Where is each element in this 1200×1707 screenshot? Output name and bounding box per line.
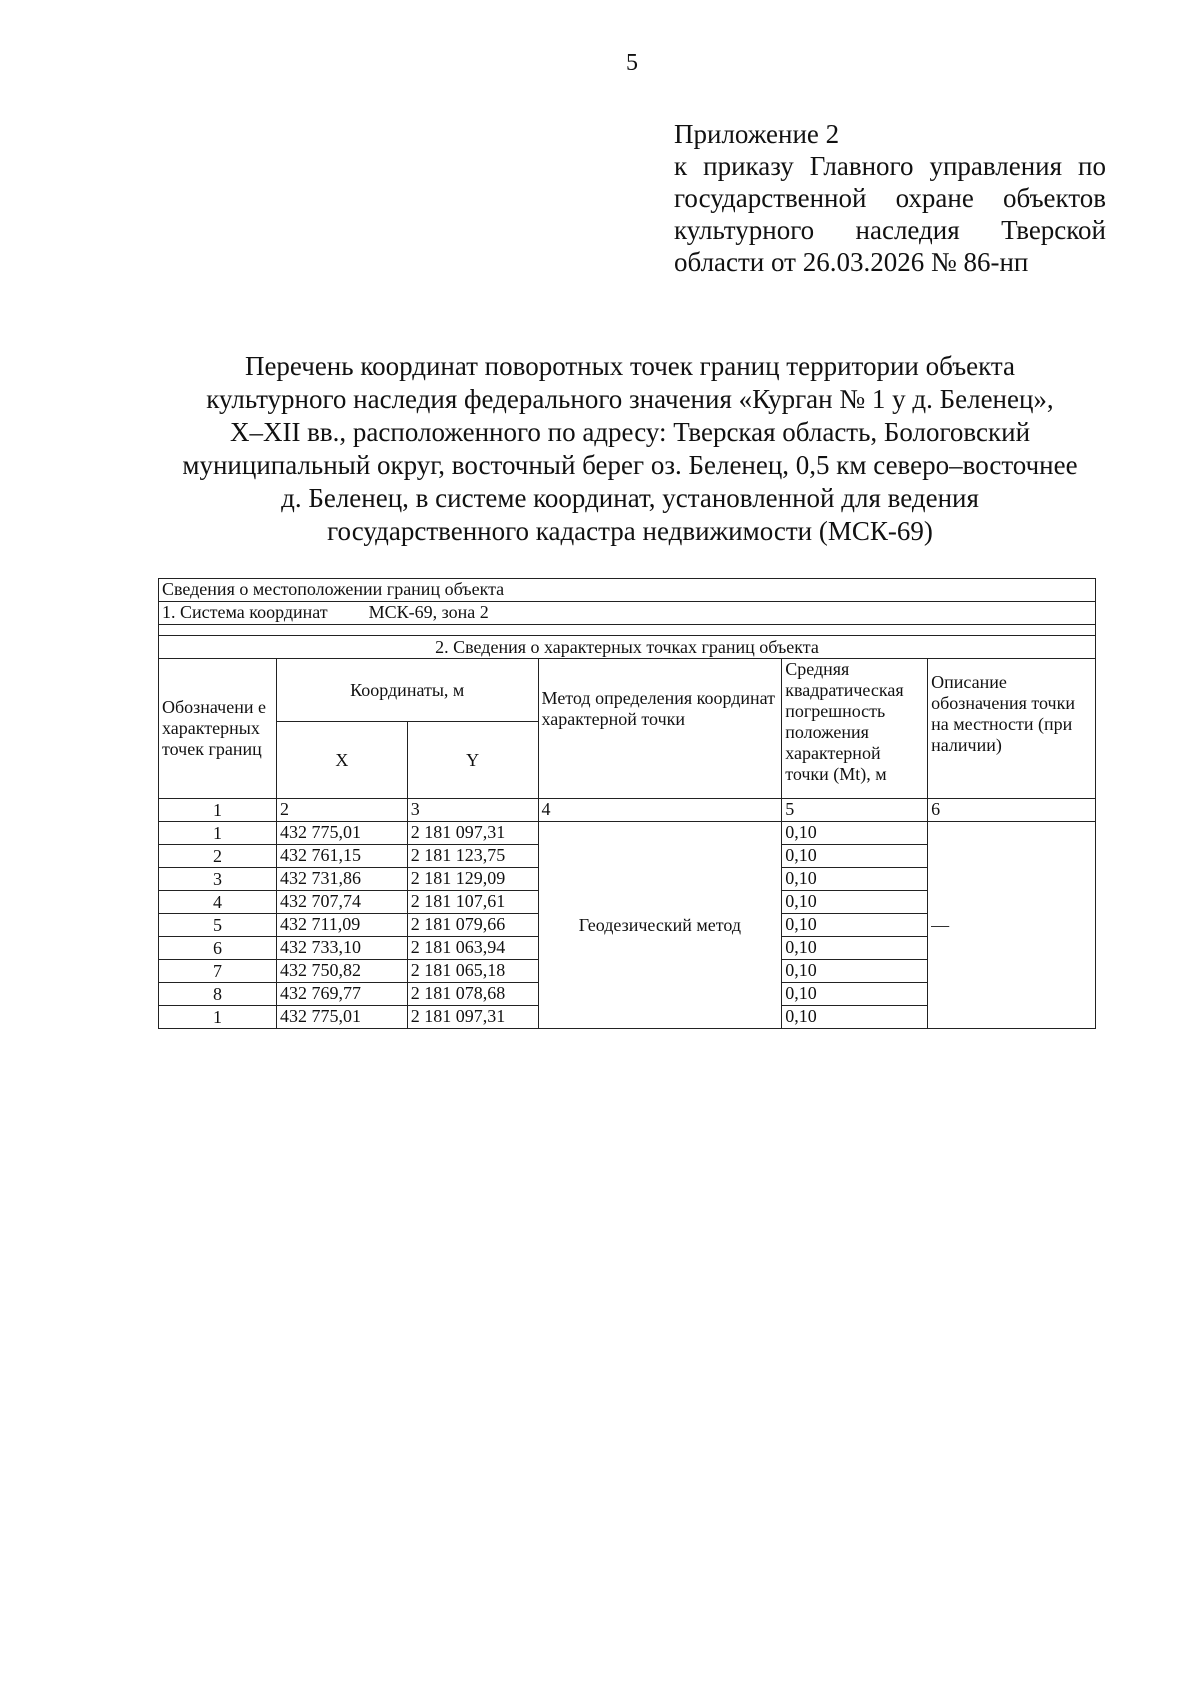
header-description: Описание обозначения точки на местности (при наличии): [928, 659, 1096, 799]
point-number: 1: [159, 822, 277, 845]
header-y: Y: [407, 722, 538, 799]
table-row: [159, 822, 1096, 845]
point-number: 3: [159, 868, 277, 891]
appendix-line: области от 26.03.2026 № 86-нп: [674, 247, 1029, 277]
column-numbers-row: [159, 799, 1096, 822]
header-error: Средняя квадратическая погрешность положения характерной точки (Mt), м: [782, 659, 928, 799]
point-x: 432 733,10: [276, 937, 407, 960]
point-x: 432 711,09: [276, 914, 407, 937]
point-x: 432 761,15: [276, 845, 407, 868]
title-line: д. Беленец, в системе координат, установленной для ведения: [281, 483, 979, 513]
title-line: культурного наследия федерального значения «Курган № 1 у д. Беленец»,: [206, 384, 1054, 414]
point-x: 432 707,74: [276, 891, 407, 914]
page-number: 5: [626, 50, 638, 76]
point-error: 0,10: [782, 914, 928, 937]
description-value: [928, 822, 1096, 1029]
appendix-line: Приложение 2: [674, 119, 840, 149]
point-number: 4: [159, 891, 277, 914]
point-y: 2 181 078,68: [407, 983, 538, 1006]
point-error: 0,10: [782, 891, 928, 914]
point-number: 1: [159, 1006, 277, 1029]
title-line: государственного кадастра недвижимости (МСК-69): [327, 516, 933, 546]
point-error: 0,10: [782, 822, 928, 845]
header-coordinates: Координаты, м: [276, 659, 538, 722]
appendix-block: [674, 118, 1106, 278]
appendix-line: культурного наследия Тверской: [674, 215, 1106, 245]
point-number: 5: [159, 914, 277, 937]
point-error: 0,10: [782, 845, 928, 868]
title-line: X–XII вв., расположенного по адресу: Тверская область, Бологовский: [229, 417, 1031, 447]
coordinates-table: [158, 578, 1096, 1029]
column-number: 5: [782, 799, 928, 822]
point-error: 0,10: [782, 868, 928, 891]
column-number: 2: [276, 799, 407, 822]
point-x: 432 769,77: [276, 983, 407, 1006]
appendix-line: государственной охране объектов: [674, 183, 1106, 213]
point-error: 0,10: [782, 983, 928, 1006]
method-value: Геодезический метод: [538, 822, 782, 1029]
header-designation: Обозначени е характерных точек границ: [159, 659, 277, 799]
point-y: 2 181 097,31: [407, 822, 538, 845]
title-line: муниципальный округ, восточный берег оз. Беленец, 0,5 км северо–восточнее: [182, 450, 1078, 480]
header-method: Метод определения координат характерной точки: [538, 659, 782, 799]
point-number: 2: [159, 845, 277, 868]
header-x: X: [276, 722, 407, 799]
coord-system-value: МСК-69, зона 2: [368, 602, 489, 622]
column-number: 1: [159, 799, 277, 822]
point-number: 6: [159, 937, 277, 960]
point-y: 2 181 079,66: [407, 914, 538, 937]
section-header: Сведения о местоположении границ объекта: [159, 579, 1096, 602]
point-x: 432 750,82: [276, 960, 407, 983]
point-y: 2 181 097,31: [407, 1006, 538, 1029]
points-header: 2. Сведения о характерных точках границ объекта: [159, 636, 1096, 659]
point-y: 2 181 107,61: [407, 891, 538, 914]
document-title: [140, 350, 1120, 548]
appendix-line: к приказу Главного управления по: [674, 151, 1106, 181]
point-x: 432 731,86: [276, 868, 407, 891]
coord-system-row: [159, 602, 1096, 625]
point-number: 8: [159, 983, 277, 1006]
point-y: 2 181 065,18: [407, 960, 538, 983]
point-y: 2 181 063,94: [407, 937, 538, 960]
point-y: 2 181 123,75: [407, 845, 538, 868]
point-error: 0,10: [782, 1006, 928, 1029]
point-error: 0,10: [782, 937, 928, 960]
title-line: Перечень координат поворотных точек границ территории объекта: [244, 351, 1016, 381]
point-x: 432 775,01: [276, 1006, 407, 1029]
coord-system-label: 1. Система координат: [162, 602, 328, 622]
point-y: 2 181 129,09: [407, 868, 538, 891]
column-number: 3: [407, 799, 538, 822]
column-number: 6: [928, 799, 1096, 822]
description-dash: —: [931, 914, 950, 935]
column-number: 4: [538, 799, 782, 822]
point-error: 0,10: [782, 960, 928, 983]
point-x: 432 775,01: [276, 822, 407, 845]
point-number: 7: [159, 960, 277, 983]
